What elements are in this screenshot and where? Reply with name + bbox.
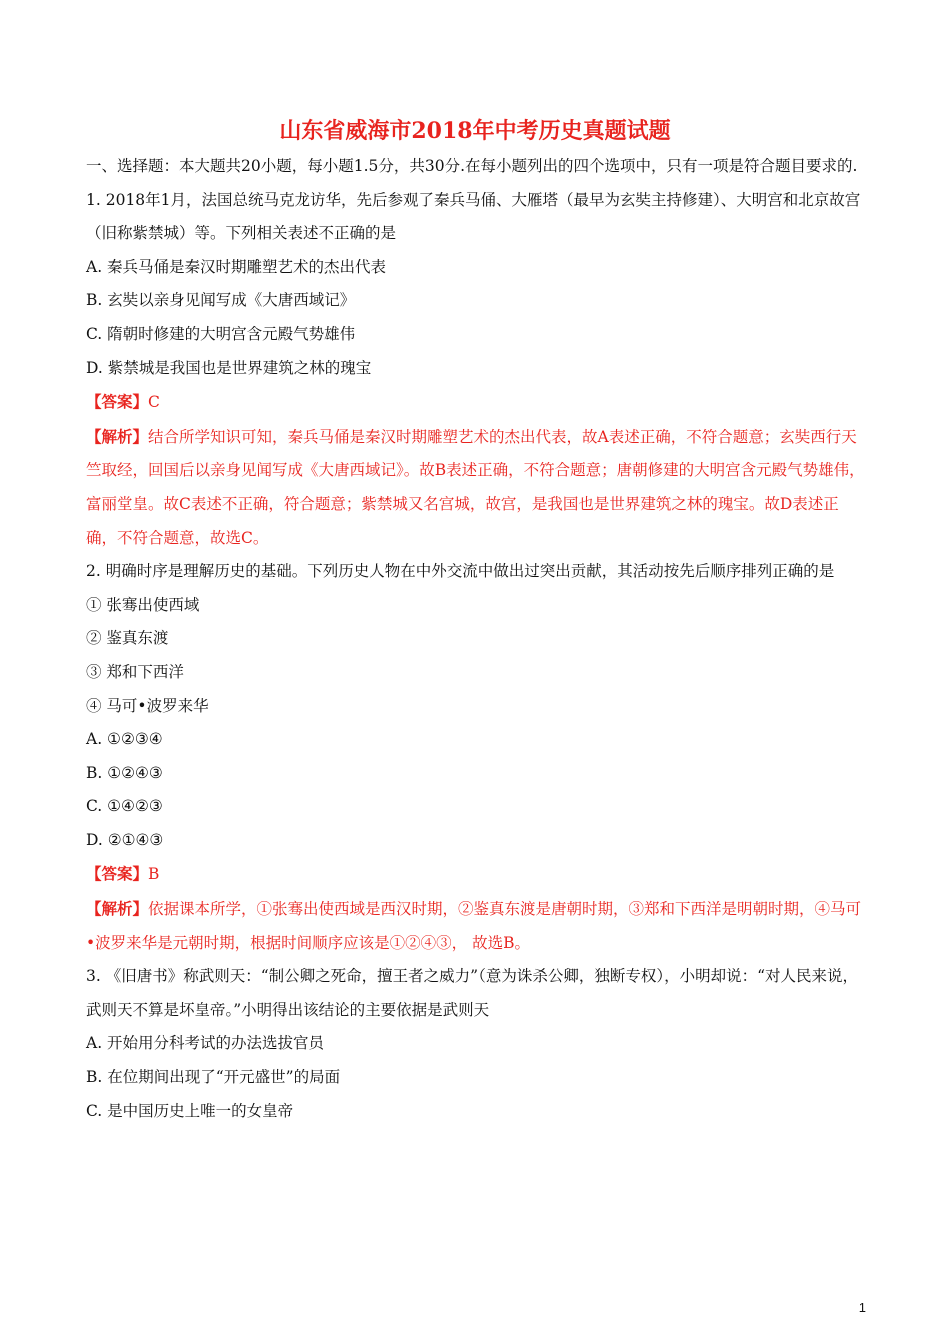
question-2-analysis bbox=[86, 892, 866, 960]
question-3-option-b: B. 在位期间出现了“开元盛世”的局面 bbox=[86, 1068, 341, 1087]
question-2-stem: 2. 明确时序是理解历史的基础。下列历史人物在中外交流中做出过突出贡献，其活动按先后顺序排列正确的是 bbox=[86, 562, 835, 581]
question-1-answer bbox=[86, 385, 866, 420]
question-1-option-d: D. 紫禁城是我国也是世界建筑之林的瑰宝 bbox=[86, 358, 372, 377]
section-intro: 一、选择题：本大题共20小题，每小题1.5分，共30分.在每小题列出的四个选项中，只有一项是符合题目要求的. bbox=[86, 157, 858, 175]
question-2-item-2: ② 鉴真东渡 bbox=[86, 629, 169, 648]
answer-value: B bbox=[148, 865, 160, 884]
document-body bbox=[86, 150, 866, 1128]
analysis-text: 结合所学知识可知，秦兵马俑是秦汉时期雕塑艺术的杰出代表，故A表述正确，不符合题意；玄奘西行天竺取经，回国后以亲身见闻写成《大唐西域记》。故B表述正确，不符合题意；唐朝修建的大明宫含元殿气势雄伟，富丽堂皇。故C表述不正确，符合题意；紫禁城又名宫城，故宫，是我国也是世界建筑之林的瑰宝。故D表述正确，不符合题意，故选C。 bbox=[86, 427, 865, 547]
question-2-item-3: ③ 郑和下西洋 bbox=[86, 662, 184, 681]
page-number: 1 bbox=[858, 1300, 866, 1315]
question-1-option-a: A. 秦兵马俑是秦汉时期雕塑艺术的杰出代表 bbox=[86, 257, 387, 276]
question-2-item-1: ① 张骞出使西域 bbox=[86, 595, 200, 614]
answer-label: 【答案】 bbox=[86, 864, 149, 884]
question-2-option-b: B. ①②④③ bbox=[86, 763, 163, 782]
question-3-option-c: C. 是中国历史上唯一的女皇帝 bbox=[86, 1101, 294, 1120]
question-1-stem: 1. 2018年1月，法国总统马克龙访华，先后参观了秦兵马俑、大雁塔（最早为玄奘主持修建）、大明宫和北京故宫（旧称紫禁城）等。下列相关表述不正确的是 bbox=[86, 190, 861, 243]
answer-value: C bbox=[148, 393, 160, 412]
analysis-label: 【解析】 bbox=[86, 426, 149, 446]
question-2-option-c: C. ①④②③ bbox=[86, 797, 163, 816]
question-1-analysis bbox=[86, 420, 866, 555]
page-title: 山东省威海市2018年中考历史真题试题 bbox=[279, 118, 671, 144]
question-1-option-c: C. 隋朝时修建的大明宫含元殿气势雄伟 bbox=[86, 324, 356, 343]
answer-label: 【答案】 bbox=[86, 392, 149, 412]
analysis-label: 【解析】 bbox=[86, 899, 149, 919]
question-2-option-a: A. ①②③④ bbox=[86, 730, 163, 749]
question-2-item-4: ④ 马可•波罗来华 bbox=[86, 696, 209, 715]
question-2-option-d: D. ②①④③ bbox=[86, 830, 164, 849]
question-1-option-b: B. 玄奘以亲身见闻写成《大唐西域记》 bbox=[86, 291, 356, 310]
question-3-stem: 3. 《旧唐书》称武则天：“制公卿之死命，擅王者之威力”（意为诛杀公卿，独断专权），小明却说：“对人民来说，武则天不算是坏皇帝。”小明得出该结论的主要依据是武则天 bbox=[86, 967, 858, 1019]
analysis-text: 依据课本所学，①张骞出使西域是西汉时期，②鉴真东渡是唐朝时期，③郑和下西洋是明朝时期，④马可•波罗来华是元朝时期，根据时间顺序应该是①②④③， 故选B。 bbox=[86, 900, 862, 952]
question-3-option-a: A. 开始用分科考试的办法选拔官员 bbox=[86, 1034, 325, 1053]
question-2-answer bbox=[86, 857, 866, 892]
